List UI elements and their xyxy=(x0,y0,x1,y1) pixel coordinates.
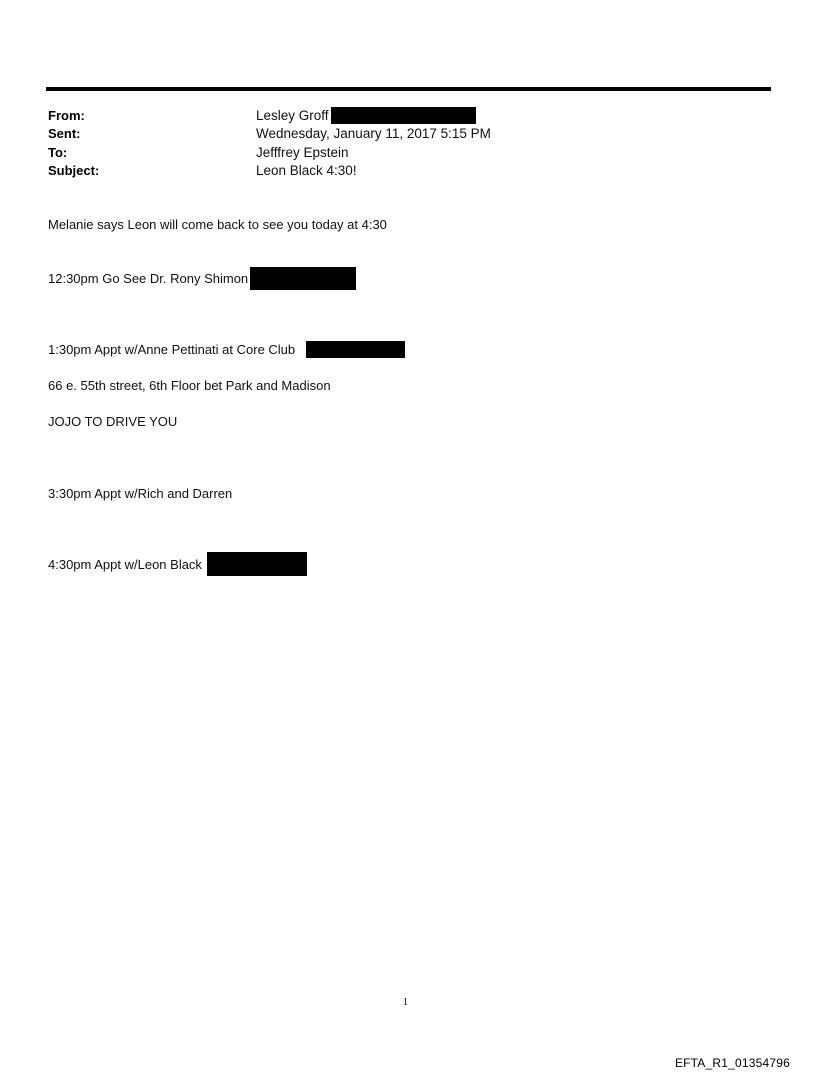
redaction-box xyxy=(306,341,405,358)
body-line-intro: Melanie says Leon will come back to see you today at 4:30 xyxy=(48,217,387,232)
subject-label: Subject: xyxy=(48,163,100,178)
to-value: Jefffrey Epstein xyxy=(256,145,349,160)
redaction-box xyxy=(207,552,307,576)
sent-value: Wednesday, January 11, 2017 5:15 PM xyxy=(256,126,491,141)
redaction-box xyxy=(250,267,356,290)
redaction-box xyxy=(331,107,476,124)
document-id: EFTA_R1_01354796 xyxy=(674,1056,790,1070)
body-line-appt-130: 1:30pm Appt w/Anne Pettinati at Core Club xyxy=(48,342,296,357)
body-line-appt-1230: 12:30pm Go See Dr. Rony Shimon xyxy=(48,271,249,286)
to-label: To: xyxy=(48,145,68,160)
body-line-appt-330: 3:30pm Appt w/Rich and Darren xyxy=(48,486,233,501)
body-line-driver: JOJO TO DRIVE YOU xyxy=(48,414,178,429)
body-line-address: 66 e. 55th street, 6th Floor bet Park and Madison xyxy=(48,378,331,393)
sent-label: Sent: xyxy=(48,126,81,141)
from-label: From: xyxy=(48,108,85,123)
subject-value: Leon Black 4:30! xyxy=(256,163,357,178)
body-line-appt-430: 4:30pm Appt w/Leon Black xyxy=(48,557,202,572)
from-value: Lesley Groff xyxy=(256,108,329,123)
header-divider xyxy=(46,87,771,91)
page-number: 1 xyxy=(403,997,408,1008)
